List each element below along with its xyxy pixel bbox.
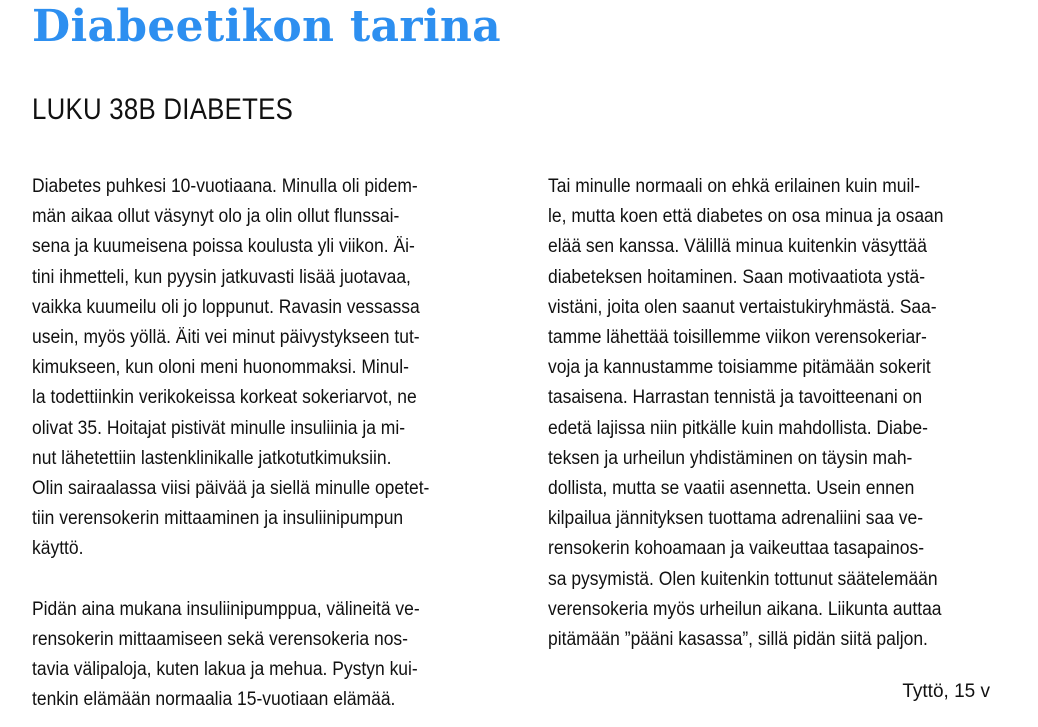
text-line: män aikaa ollut väsynyt olo ja olin ollut flunssai-	[32, 206, 400, 228]
text-line: usein, myös yöllä. Äiti vei minut päivystykseen tut-	[32, 327, 420, 349]
text-line: kilpailua jännityksen tuottama adrenaliini saa ve-	[548, 508, 924, 530]
text-line: tini ihmetteli, kun pyysin jatkuvasti lisää juotavaa,	[32, 266, 411, 288]
text-line: dollista, mutta se vaatii asennetta. Usein ennen	[548, 478, 915, 500]
left-paragraph-1	[32, 172, 502, 565]
text-line: tasaisena. Harrastan tennistä ja tavoitteenani on	[548, 387, 923, 409]
text-line: vaikka kuumeilu oli jo loppunut. Ravasin vessassa	[32, 296, 420, 318]
left-column	[32, 172, 502, 716]
text-line: tiin verensokerin mittaaminen ja insuliinipumpun	[32, 508, 404, 530]
text-line: la todettiinkin verikokeissa korkeat sokeriarvot, ne	[32, 387, 417, 409]
text-line: tenkin elämään normaalia 15-vuotiaan elämää.	[32, 689, 396, 711]
text-line: elää sen kanssa. Välillä minua kuitenkin väsyttää	[548, 236, 927, 258]
right-paragraph-1	[548, 172, 1018, 655]
left-paragraph-2	[32, 595, 502, 716]
text-line: diabeteksen hoitaminen. Saan motivaatiota ystä-	[548, 266, 926, 288]
paragraph-spacer	[32, 565, 502, 595]
text-line: tamme lähettää toisillemme viikon verensokeriar-	[548, 327, 927, 349]
text-line: kimukseen, kun oloni meni huonommaksi. Minul-	[32, 357, 409, 379]
text-line: vistäni, joita olen saanut vertaistukiryhmästä. Saa-	[548, 296, 937, 318]
author-signature: Tyttö, 15 v	[902, 681, 990, 702]
text-line: sa pysymistä. Olen kuitenkin tottunut säätelemään	[548, 568, 938, 590]
page-title: Diabeetikon tarina	[32, 1, 501, 52]
text-line: Pidän aina mukana insuliinipumppua, välineitä ve-	[32, 598, 420, 620]
text-line: rensokerin mittaamiseen sekä verensokeria nos-	[32, 629, 408, 651]
text-line: Olin sairaalassa viisi päivää ja siellä minulle opetet-	[32, 478, 430, 500]
text-line: le, mutta koen että diabetes on osa minua ja osaan	[548, 206, 944, 228]
text-line: Diabetes puhkesi 10-vuotiaana. Minulla oli pidem-	[32, 176, 418, 197]
text-line: edetä lajissa niin pitkälle kuin mahdollista. Diabe-	[548, 417, 928, 439]
text-line: verensokeria myös urheilun aikana. Liikunta auttaa	[548, 598, 942, 620]
text-line: pitämään ”pääni kasassa”, sillä pidän siitä paljon.	[548, 629, 928, 651]
text-line: sena ja kuumeisena poissa koulusta yli viikon. Äi-	[32, 236, 415, 258]
text-line: rensokerin kohoamaan ja vaikeuttaa tasapainos-	[548, 538, 925, 560]
text-line: nut lähetettiin lastenklinikalle jatkotutkimuksiin.	[32, 447, 392, 469]
text-line: käyttö.	[32, 538, 84, 560]
text-line: teksen ja urheilun yhdistäminen on täysin mah-	[548, 447, 913, 469]
right-column	[548, 172, 1018, 655]
text-line: olivat 35. Hoitajat pistivät minulle insuliinia ja mi-	[32, 417, 406, 439]
text-line: voja ja kannustamme toisiamme pitämään sokerit	[548, 357, 931, 379]
text-line: tavia välipaloja, kuten lakua ja mehua. Pystyn kui-	[32, 659, 418, 681]
text-line: Tai minulle normaali on ehkä erilainen kuin muil-	[548, 176, 921, 197]
chapter-heading: LUKU 38B DIABETES	[32, 93, 294, 126]
